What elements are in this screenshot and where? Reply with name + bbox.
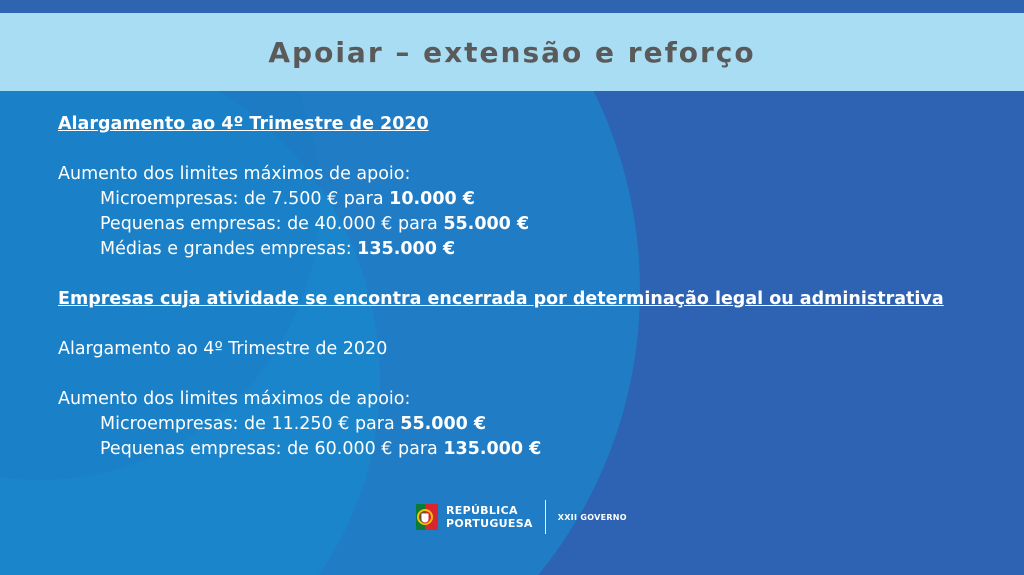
section-subline: Alargamento ao 4º Trimestre de 2020 bbox=[58, 339, 388, 359]
item-value: 135.000 € bbox=[357, 239, 456, 259]
top-strip bbox=[0, 0, 1024, 13]
list-item bbox=[58, 437, 998, 462]
item-text: Pequenas empresas: de 60.000 € para bbox=[100, 439, 444, 459]
section-heading: Empresas cuja atividade se encontra encerrada por determinação legal ou administrativa bbox=[58, 289, 944, 309]
item-value: 55.000 € bbox=[400, 414, 487, 434]
item-value: 55.000 € bbox=[443, 214, 530, 234]
item-value: 135.000 € bbox=[443, 439, 542, 459]
title-bar bbox=[0, 13, 1024, 91]
portuguese-republic-emblem-icon bbox=[416, 504, 438, 530]
item-text: Pequenas empresas: de 40.000 € para bbox=[100, 214, 444, 234]
item-text: Médias e grandes empresas: bbox=[100, 239, 358, 259]
slide-content bbox=[58, 112, 998, 462]
item-text: Microempresas: de 7.500 € para bbox=[100, 189, 390, 209]
list-item bbox=[58, 237, 998, 262]
section-heading: Alargamento ao 4º Trimestre de 2020 bbox=[58, 114, 429, 134]
republic-line: PORTUGUESA bbox=[446, 517, 533, 530]
republic-line: REPÚBLICA bbox=[446, 504, 518, 517]
section-intro: Aumento dos limites máximos de apoio: bbox=[58, 164, 411, 184]
government-logo bbox=[416, 497, 627, 537]
item-value: 10.000 € bbox=[389, 189, 475, 209]
list-item bbox=[58, 212, 998, 237]
list-item bbox=[58, 412, 998, 437]
government-label: XXII GOVERNO bbox=[557, 512, 627, 522]
list-item bbox=[58, 187, 998, 212]
divider bbox=[545, 500, 546, 534]
republic-name bbox=[446, 504, 533, 530]
section-intro: Aumento dos limites máximos de apoio: bbox=[58, 389, 411, 409]
item-text: Microempresas: de 11.250 € para bbox=[100, 414, 401, 434]
slide-title: Apoiar – extensão e reforço bbox=[268, 35, 756, 69]
